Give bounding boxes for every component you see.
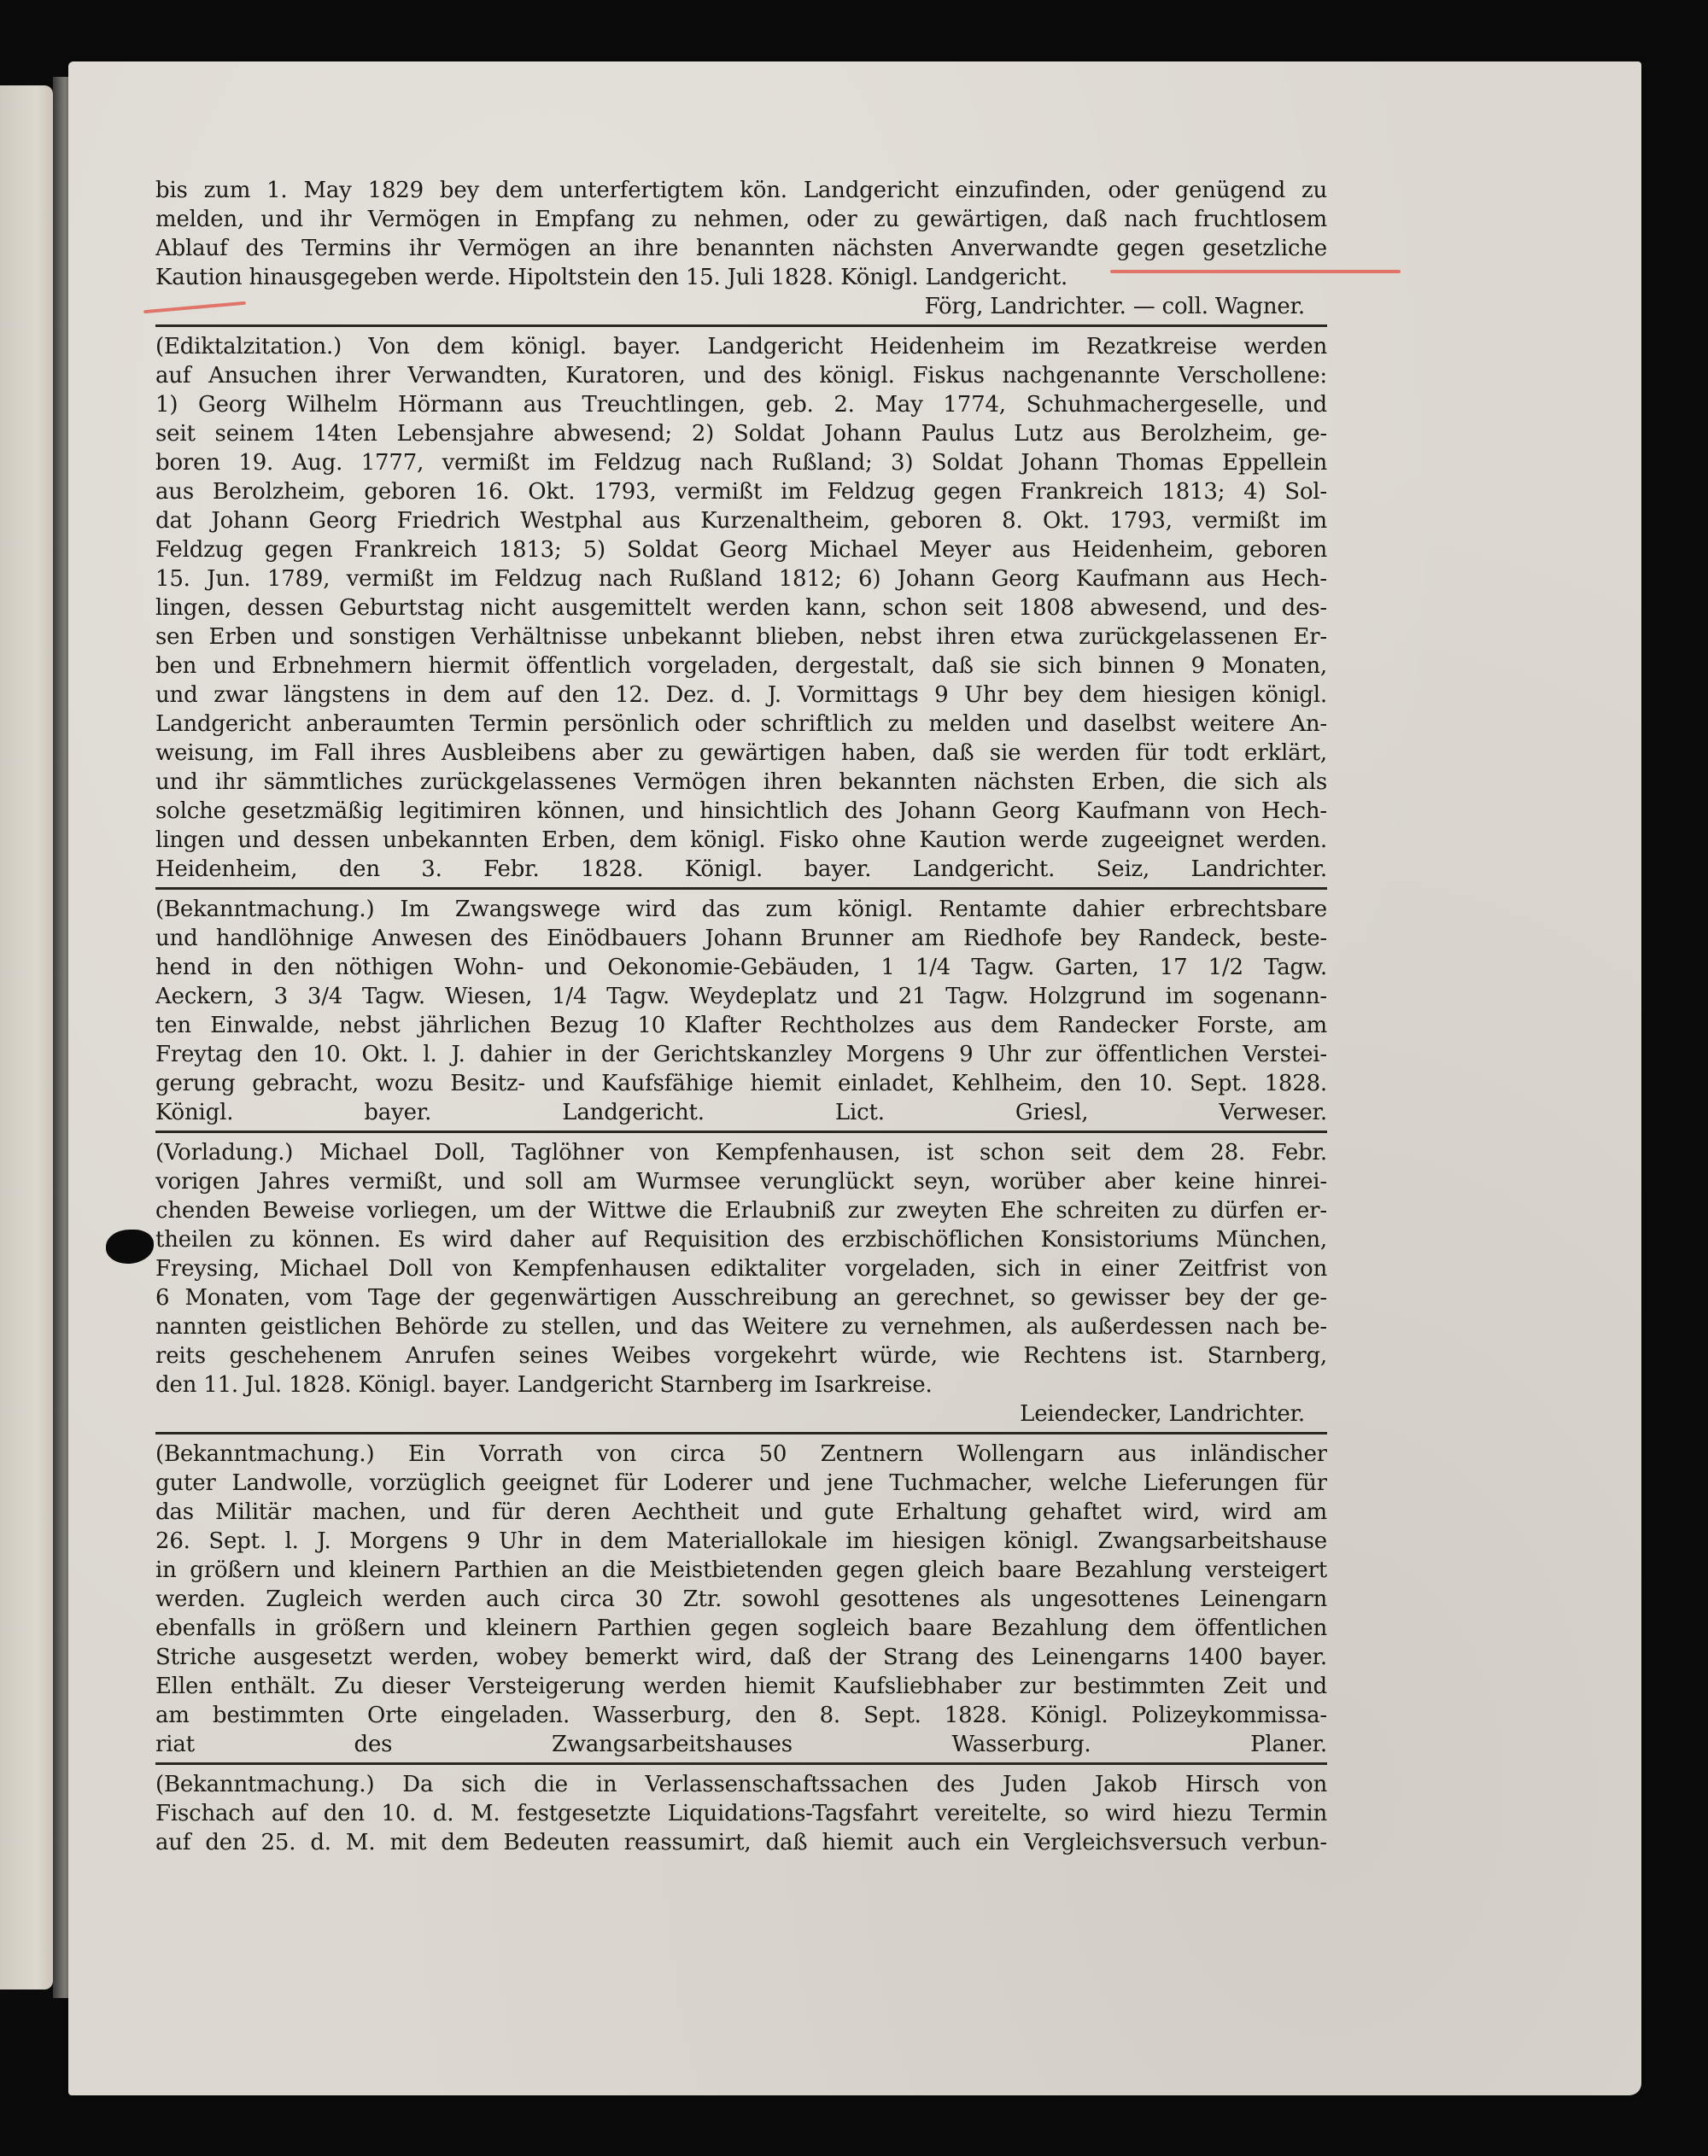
- text-line: (Vorladung.) Michael Doll, Taglöhner von Kempfenhausen, ist schon seit dem 28. Febr.: [155, 1140, 1327, 1166]
- text-line: ten Einwalde, nebst jährlichen Bezug 10 Klafter Rechtholzes aus dem Randecker Forste, am: [155, 1013, 1327, 1038]
- divider-rule: [155, 1131, 1327, 1133]
- text-line: am bestimmten Orte eingeladen. Wasserburg, den 8. Sept. 1828. Königl. Polizeykommissa-: [155, 1703, 1327, 1728]
- text-line: Ablauf des Termins ihr Vermögen an ihre benannten nächsten Anverwandte gegen gesetzliche: [155, 236, 1327, 261]
- notice-bekanntmachung-kehlheim: [155, 895, 1327, 1127]
- text-line: seit seinem 14ten Lebensjahre abwesend; 2) Soldat Johann Paulus Lutz aus Berolzheim, ge-: [155, 421, 1327, 447]
- text-line: auf Ansuchen ihrer Verwandten, Kuratoren, und des königl. Fiskus nachgenannte Verschollene:: [155, 363, 1327, 389]
- signature-line: Förg, Landrichter. — coll. Wagner.: [924, 294, 1305, 319]
- text-line: chenden Beweise vorliegen, um der Wittwe die Erlaubniß zur zweyten Ehe schreiten zu dürfen er-: [155, 1198, 1327, 1224]
- text-line: boren 19. Aug. 1777, vermißt im Feldzug nach Rußland; 3) Soldat Johann Thomas Eppellein: [155, 450, 1327, 476]
- text-line: sen Erben und sonstigen Verhältnisse unbekannt blieben, nebst ihren etwa zurückgelassenen Er-: [155, 624, 1327, 650]
- notice-bekanntmachung-wasserburg: [155, 1440, 1327, 1759]
- text-line: Kaution hinausgegeben werde. Hipoltstein den 15. Juli 1828. Königl. Landgericht.: [155, 265, 1068, 290]
- text-line: reits geschehenem Anrufen seines Weibes vorgekehrt würde, wie Rechtens ist. Starnberg,: [155, 1343, 1327, 1369]
- text-line: Fischach auf den 10. d. M. festgesetzte Liquidations-Tagsfahrt vereitelte, so wird hiezu Termin: [155, 1801, 1327, 1826]
- text-line: 1) Georg Wilhelm Hörmann aus Treuchtlingen, geb. 2. May 1774, Schuhmachergeselle, und: [155, 392, 1327, 418]
- text-line: Freysing, Michael Doll von Kempfenhausen ediktaliter vorgeladen, sich in einer Zeitfrist von: [155, 1256, 1327, 1282]
- text-line: guter Landwolle, vorzüglich geeignet für Loderer und jene Tuchmacher, welche Lieferungen für: [155, 1470, 1327, 1496]
- text-line: Striche ausgesetzt werden, wobey bemerkt wird, daß der Strang des Leinengarns 1400 bayer.: [155, 1645, 1327, 1670]
- text-line: Heidenheim, den 3. Febr. 1828. Königl. bayer. Landgericht. Seiz, Landrichter.: [155, 856, 1327, 882]
- text-line: riat des Zwangsarbeitshauses Wasserburg. Planer.: [155, 1732, 1327, 1757]
- text-line: auf den 25. d. M. mit dem Bedeuten reassumirt, daß hiemit auch ein Vergleichsversuch verbun-: [155, 1830, 1327, 1855]
- text-line: lingen und dessen unbekannten Erben, dem königl. Fisko ohne Kaution werde zugeeignet werden.: [155, 827, 1327, 853]
- text-line: (Bekanntmachung.) Ein Vorrath von circa 50 Zentnern Wollengarn aus inländischer: [155, 1441, 1327, 1467]
- text-line: Feldzug gegen Frankreich 1813; 5) Soldat Georg Michael Meyer aus Heidenheim, geboren: [155, 537, 1327, 563]
- text-line: ben und Erbnehmern hiermit öffentlich vorgeladen, dergestalt, daß sie sich binnen 9 Monaten,: [155, 653, 1327, 679]
- notice-ediktalzitation: [155, 332, 1327, 884]
- text-line: (Bekanntmachung.) Da sich die in Verlassenschaftssachen des Juden Jakob Hirsch von: [155, 1772, 1327, 1797]
- text-line: 26. Sept. l. J. Morgens 9 Uhr in dem Materiallokale im hiesigen königl. Zwangsarbeitshause: [155, 1528, 1327, 1554]
- text-line: Königl. bayer. Landgericht. Lict. Griesl, Verweser.: [155, 1100, 1327, 1125]
- text-block: [155, 176, 1327, 1857]
- text-line: (Ediktalzitation.) Von dem königl. bayer. Landgericht Heidenheim im Rezatkreise werden: [155, 334, 1327, 359]
- text-line: 15. Jun. 1789, vermißt im Feldzug nach Rußland 1812; 6) Johann Georg Kaufmann aus Hech-: [155, 566, 1327, 592]
- newspaper-page: [68, 61, 1641, 2095]
- text-line: in größern und kleinern Parthien an die Meistbietenden gegen gleich baare Bezahlung versteigert: [155, 1557, 1327, 1583]
- divider-rule: [155, 1762, 1327, 1765]
- text-line: und zwar längstens in dem auf den 12. Dez. d. J. Vormittags 9 Uhr bey dem hiesigen königl.: [155, 682, 1327, 708]
- previous-page-edge: [0, 85, 53, 1989]
- text-line: und ihr sämmtliches zurückgelassenes Vermögen ihren bekannten nächsten Erben, die sich als: [155, 769, 1327, 795]
- divider-rule: [155, 324, 1327, 327]
- text-line: hend in den nöthigen Wohn- und Oekonomie-Gebäuden, 1 1/4 Tagw. Garten, 17 1/2 Tagw.: [155, 955, 1327, 980]
- text-line: ebenfalls in größern und kleinern Parthien gegen sogleich baare Bezahlung dem öffentlichen: [155, 1616, 1327, 1641]
- text-line: gerung gebracht, wozu Besitz- und Kaufsfähige hiemit einladet, Kehlheim, den 10. Sept. 1828.: [155, 1071, 1327, 1096]
- text-line: (Bekanntmachung.) Im Zwangswege wird das zum königl. Rentamte dahier erbrechtsbare: [155, 897, 1327, 922]
- text-line: Landgericht anberaumten Termin persönlich oder schriftlich zu melden und daselbst weitere An-: [155, 711, 1327, 737]
- notice-vorladung: [155, 1138, 1327, 1429]
- text-line: melden, und ihr Vermögen in Empfang zu nehmen, oder zu gewärtigen, daß nach fruchtlosem: [155, 207, 1327, 232]
- text-line: bis zum 1. May 1829 bey dem unterfertigtem kön. Landgericht einzufinden, oder genügend zu: [155, 178, 1327, 203]
- text-line: Aeckern, 3 3/4 Tagw. Wiesen, 1/4 Tagw. Weydeplatz und 21 Tagw. Holzgrund im sogenann-: [155, 984, 1327, 1009]
- text-line: und handlöhnige Anwesen des Einödbauers Johann Brunner am Riedhofe bey Randeck, beste-: [155, 926, 1327, 951]
- text-line: den 11. Jul. 1828. Königl. bayer. Landgericht Starnberg im Isarkreise.: [155, 1372, 933, 1398]
- text-line: nannten geistlichen Behörde zu stellen, und das Weitere zu vernehmen, als außerdessen nach be-: [155, 1314, 1327, 1340]
- text-line: lingen, dessen Geburtstag nicht ausgemittelt werden kann, schon seit 1808 abwesend, und des-: [155, 595, 1327, 621]
- text-line: weisung, im Fall ihres Ausbleibens aber zu gewärtigen haben, daß sie werden für todt erklärt,: [155, 740, 1327, 766]
- signature-line: Leiendecker, Landrichter.: [1020, 1401, 1305, 1427]
- notice-continuation: [155, 176, 1327, 321]
- text-line: theilen zu können. Es wird daher auf Requisition des erzbischöflichen Konsistoriums München,: [155, 1227, 1327, 1253]
- text-line: aus Berolzheim, geboren 16. Okt. 1793, vermißt im Feldzug gegen Frankreich 1813; 4) Sol-: [155, 479, 1327, 505]
- text-line: das Militär machen, und für deren Aechtheit und gute Erhaltung gehaftet wird, wird am: [155, 1499, 1327, 1525]
- notice-bekanntmachung-fischach: [155, 1770, 1327, 1857]
- divider-rule: [155, 1432, 1327, 1434]
- text-line: solche gesetzmäßig legitimiren können, und hinsichtlich des Johann Georg Kaufmann von Hech-: [155, 798, 1327, 824]
- text-line: Ellen enthält. Zu dieser Versteigerung werden hiemit Kaufsliebhaber zur bestimmten Zeit und: [155, 1674, 1327, 1699]
- binding-hole: [106, 1230, 154, 1264]
- divider-rule: [155, 887, 1327, 890]
- text-line: 6 Monaten, vom Tage der gegenwärtigen Ausschreibung an gerechnet, so gewisser bey der ge-: [155, 1285, 1327, 1311]
- text-line: vorigen Jahres vermißt, und soll am Wurmsee verunglückt seyn, worüber aber keine hinrei-: [155, 1169, 1327, 1195]
- text-line: dat Johann Georg Friedrich Westphal aus Kurzenaltheim, geboren 8. Okt. 1793, vermißt im: [155, 508, 1327, 534]
- text-line: Freytag den 10. Okt. l. J. dahier in der Gerichtskanzley Morgens 9 Uhr zur öffentlichen Verstei-: [155, 1042, 1327, 1067]
- text-line: werden. Zugleich werden auch circa 30 Ztr. sowohl gesottenes als ungesottenes Leinengarn: [155, 1586, 1327, 1612]
